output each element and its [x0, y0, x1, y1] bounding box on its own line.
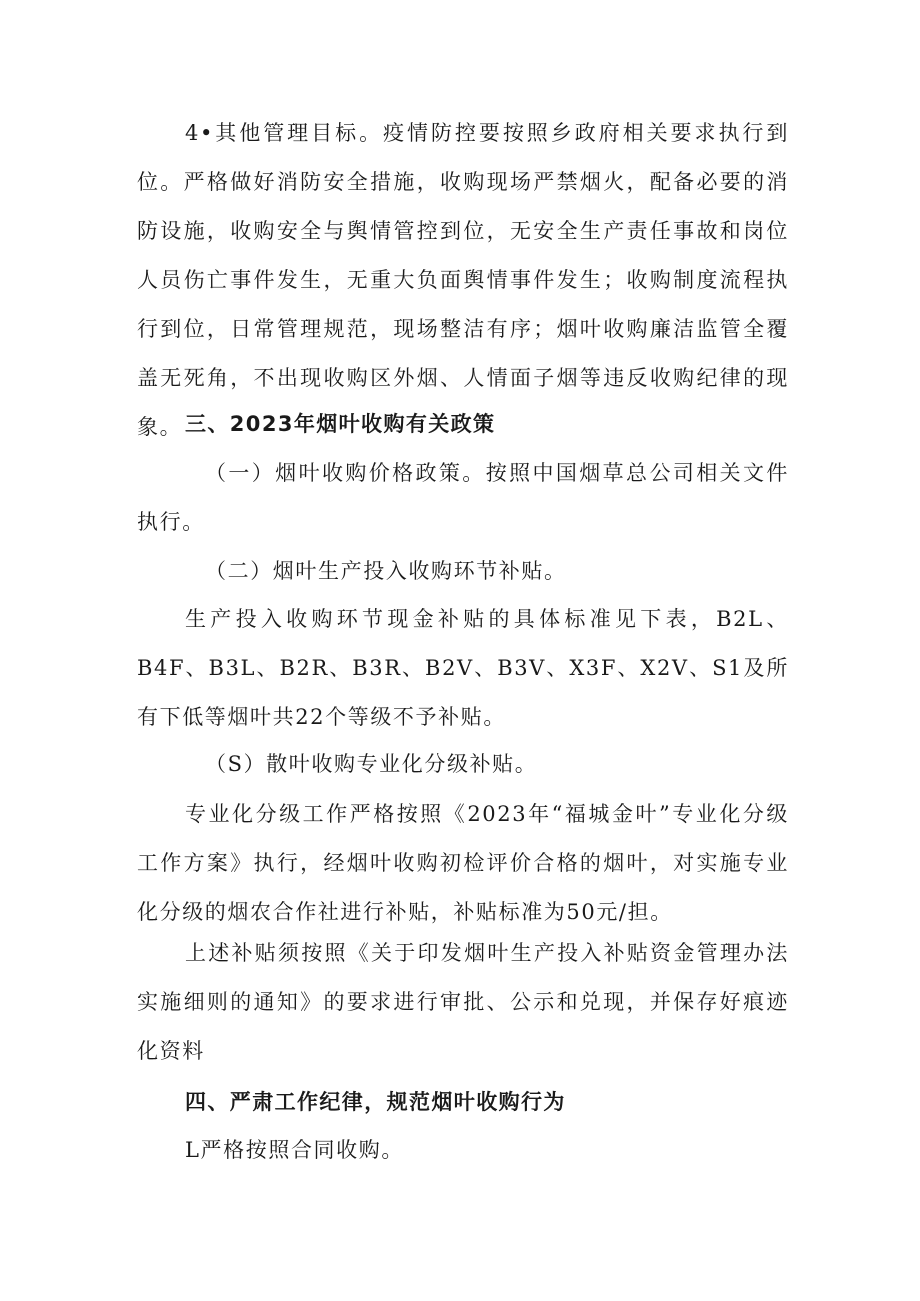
section-heading-3: 三、2023年烟叶收购有关政策	[185, 412, 496, 436]
paragraph-subsidy-approval: 上述补贴须按照《关于印发烟叶生产投入补贴资金管理办法实施细则的通知》的要求进行审批、公示和兑现，并保存好痕迹化资料	[137, 941, 789, 1063]
section-heading-4: 四、严肃工作纪律，规范烟叶收购行为	[185, 1090, 566, 1114]
paragraph-other-management-goals: 4•其他管理目标。疫情防控要按照乡政府相关要求执行到位。严格做好消防安全措施，收购现场严禁烟火，配备必要的消防设施，收购安全与舆情管控到位，无安全生产责任事故和岗位人员伤亡事件发生，无重大负面舆情事件发生；收购制度流程执行到位，日常管理规范，现场整洁有序；烟叶收购廉洁监管全覆盖无死角，不出现收购区外烟、人情面子烟等违反收购纪律的现象。	[137, 121, 789, 439]
paragraph-subsidy-heading: （二）烟叶生产投入收购环节补贴。	[205, 559, 567, 583]
paragraph-price-policy: （一）烟叶收购价格政策。按照中国烟草总公司相关文件执行。	[137, 461, 789, 534]
paragraph-grading-work: 专业化分级工作严格按照《2023年“福城金叶”专业化分级工作方案》执行，经烟叶收购初检评价合格的烟叶，对实施专业化分级的烟农合作社进行补贴，补贴标准为50元/担。	[137, 802, 789, 924]
paragraph-subsidy-standard: 生产投入收购环节现金补贴的具体标准见下表，B2L、B4F、B3L、B2R、B3R、B2V、B3V、X3F、X2V、S1及所有下低等烟叶共22个等级不予补贴。	[137, 607, 789, 729]
paragraph-contract-purchase: L严格按照合同收购。	[185, 1138, 404, 1162]
paragraph-grading-subsidy-heading: （S）散叶收购专业化分级补贴。	[205, 752, 538, 776]
